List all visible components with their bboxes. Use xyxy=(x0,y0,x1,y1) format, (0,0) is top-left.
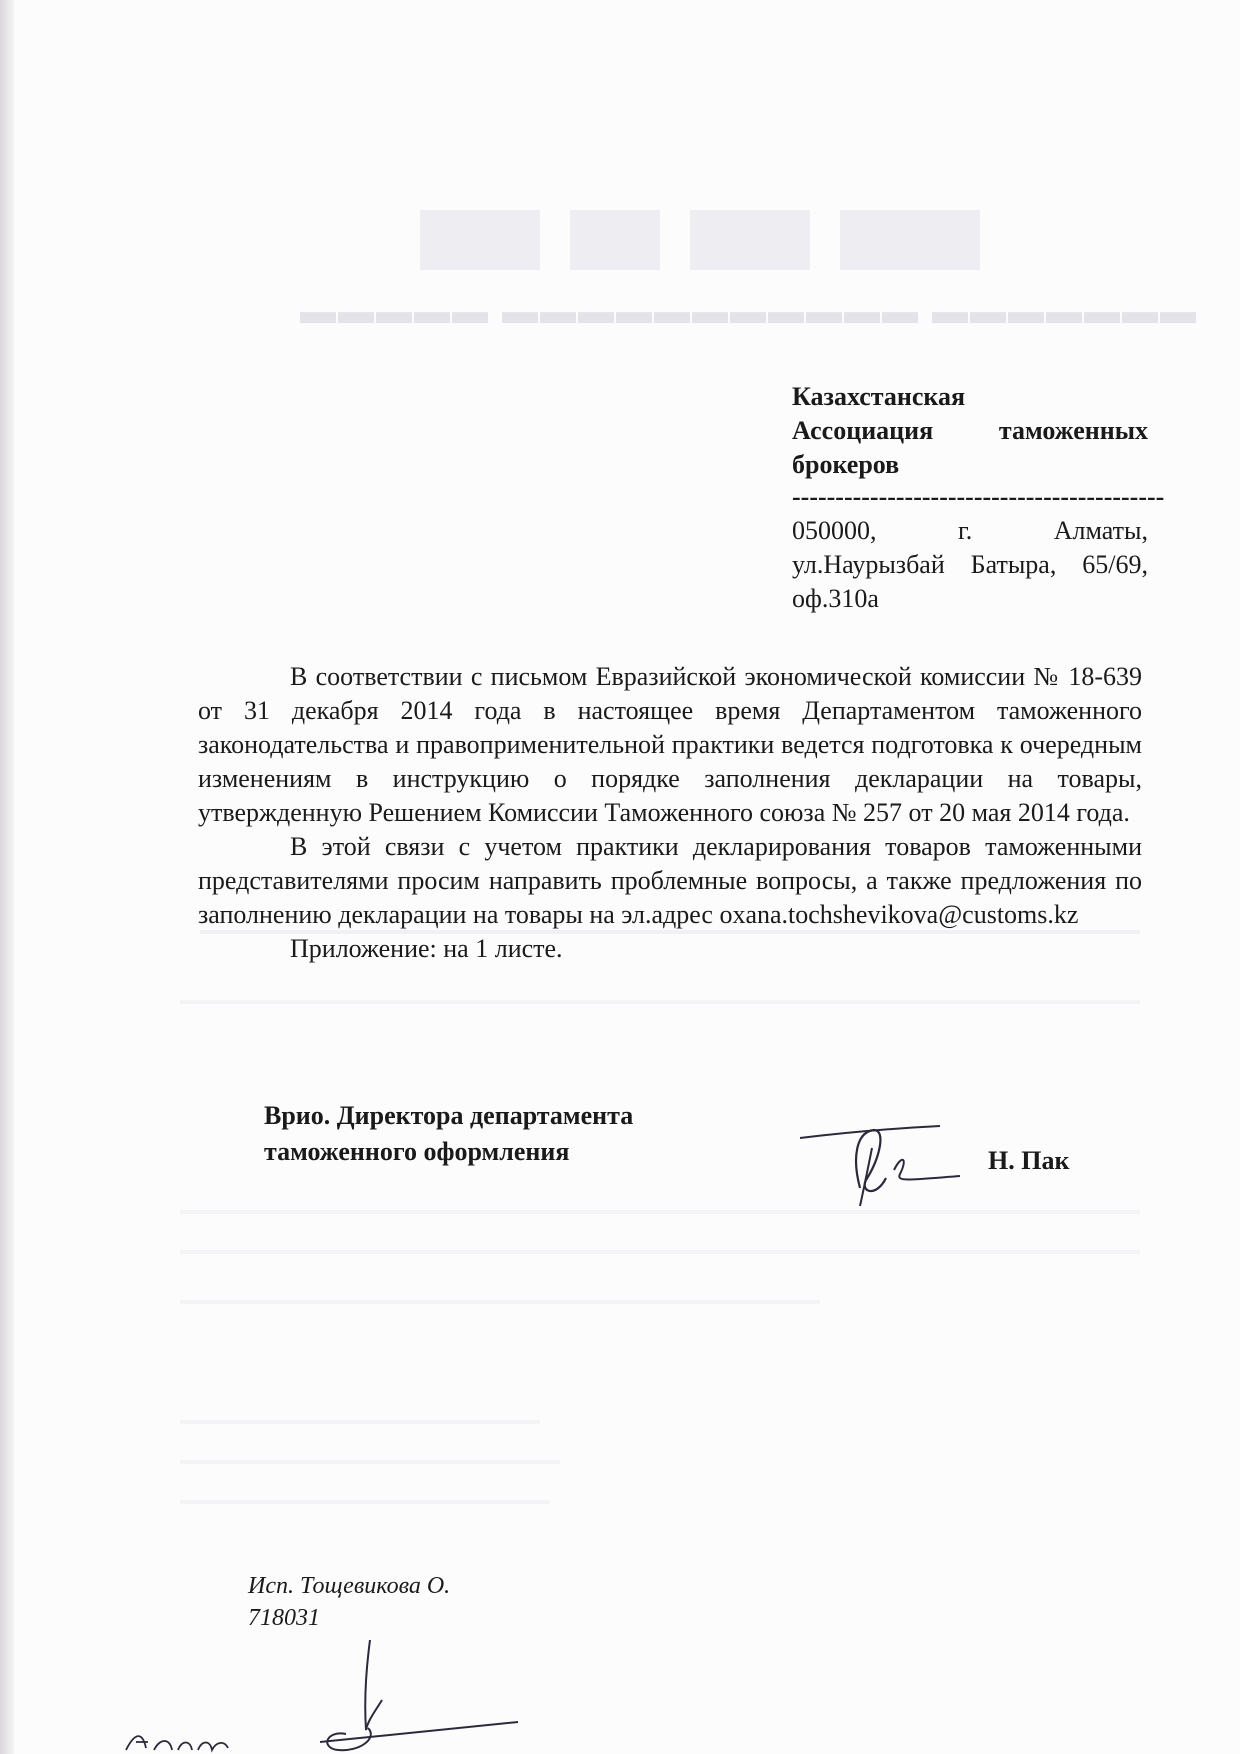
recipient-address xyxy=(792,514,1148,616)
signatory-position xyxy=(264,1098,633,1170)
faded-text-line xyxy=(180,1460,560,1464)
attachment-note: Приложение: на 1 листе. xyxy=(290,934,563,963)
position-line: таможенного оформления xyxy=(264,1137,570,1166)
position-line: Врио. Директора департамента xyxy=(264,1101,634,1130)
recipient-name-line: Ассоциация таможенных xyxy=(792,416,1148,445)
body-paragraph: В соответствии с письмом Евразийской экономической комиссии № 18-639 от 31 декабря 2014 года в настоящее время Департаментом таможенного законодательства и правоприменительной практики ведется подготовка к очередным изменениям в инструкцию о порядке заполнения декларации на товары, утвержденную Решением Комиссии Таможенного союза № 257 от 20 мая 2014 года. xyxy=(198,662,1142,827)
faded-letterhead-emblem xyxy=(420,170,980,270)
recipient-separator: ------------------------------------------- xyxy=(792,482,1165,511)
scan-edge-shadow xyxy=(0,0,14,1754)
recipient-name-line: Казахстанская xyxy=(792,382,966,411)
faded-text-line xyxy=(180,1300,820,1304)
faded-letterhead-title: ▬▬▬▬▬ ▬▬▬▬▬▬▬▬▬▬▬ ▬▬▬▬▬▬▬ xyxy=(300,290,1199,331)
body-paragraph: В этой связи с учетом практики декларирования товаров таможенными представителями просим направить проблемные вопросы, а также предложения по заполнению декларации на товары на эл.адрес oxana.tochshevikova@customs.kz xyxy=(198,832,1142,929)
executor-info xyxy=(248,1570,450,1634)
faded-text-line xyxy=(180,1210,1140,1214)
handwritten-initials xyxy=(120,1630,540,1754)
executor-name: Исп. Тощевикова О. xyxy=(248,1573,451,1599)
letter-body xyxy=(198,660,1142,966)
address-line: оф.310а xyxy=(792,584,879,613)
recipient-name xyxy=(792,380,1148,482)
address-line: ул.Наурызбай Батыра, 65/69, xyxy=(792,550,1148,579)
faded-text-line xyxy=(180,1250,1140,1254)
recipient-block xyxy=(792,380,1165,616)
address-line: 050000, г. Алматы, xyxy=(792,516,1148,545)
faded-text-line xyxy=(180,1420,540,1424)
handwritten-signature xyxy=(790,1118,970,1208)
faded-text-line xyxy=(180,1000,1140,1004)
signer-name: Н. Пак xyxy=(988,1146,1070,1175)
faded-text-line xyxy=(180,1500,550,1504)
recipient-name-line: брокеров xyxy=(792,450,900,479)
executor-phone: 718031 xyxy=(248,1605,320,1631)
